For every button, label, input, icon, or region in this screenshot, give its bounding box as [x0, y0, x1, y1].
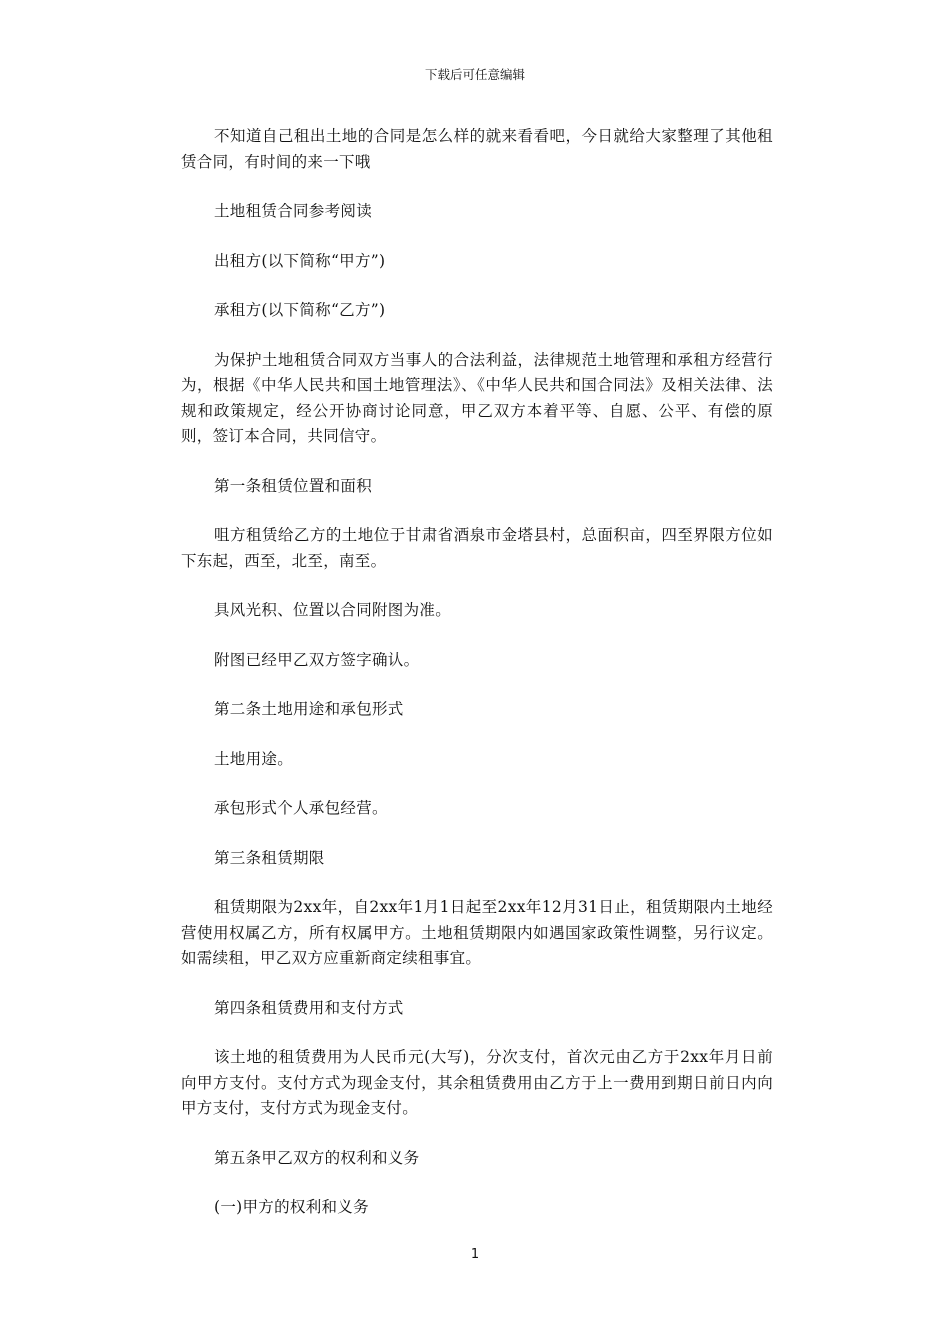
article-1-signature-note: 附图已经甲乙双方签字确认。	[214, 650, 420, 669]
article-5-section-1: (一)甲方的权利和义务	[214, 1198, 369, 1216]
article-1-map-note: 具风光积、位置以合同附图为准。	[214, 601, 452, 619]
contract-title: 土地租赁合同参考阅读	[214, 202, 373, 220]
article-3-term: 租赁期限为2xx年，自2xx年1月1日起至2xx年12月31日止，租赁期限内土地经营使用权属乙方，所有权属甲方。土地租赁期限内如遇国家政策性调整，另行议定。如需续租，甲乙双方应重新商定续租事宜。	[181, 898, 773, 967]
document-body	[181, 124, 773, 1245]
lessee-line: 承租方(以下简称“乙方”)	[214, 301, 386, 319]
article-1-location: 咀方租赁给乙方的土地位于甘肃省酒泉市金塔县村，总面积亩，四至界限方位如下东起，西至，北至，南至。	[181, 526, 773, 570]
article-4-payment: 该土地的租赁费用为人民币元(大写)，分次支付，首次元由乙方于2xx年月日前向甲方支付。支付方式为现金支付，其余租赁费用由乙方于上一费用到期日前日内向甲方支付，支付方式为现金支付。	[181, 1048, 773, 1117]
article-2-land-use: 土地用途。	[214, 749, 294, 768]
page-header: 下载后可任意编辑	[424, 67, 525, 82]
article-4-heading: 第四条租赁费用和支付方式	[214, 998, 404, 1017]
intro-paragraph: 不知道自己租出土地的合同是怎么样的就来看看吧，今日就给大家整理了其他租赁合同，有时间的来一下哦	[181, 127, 773, 171]
article-5-heading: 第五条甲乙双方的权利和义务	[214, 1148, 420, 1167]
article-2-heading: 第二条土地用途和承包形式	[214, 700, 404, 718]
preamble-paragraph: 为保护土地租赁合同双方当事人的合法利益，法律规范土地管理和承租方经营行为，根据《中华人民共和国土地管理法》、《中华人民共和国合同法》及相关法律、法规和政策规定，经公开协商讨论同意，甲乙双方本着平等、自愿、公平、有偿的原则，签订本合同，共同信守。	[181, 350, 773, 445]
article-3-heading: 第三条租赁期限	[214, 848, 325, 867]
lessor-line: 出租方(以下简称“甲方”)	[214, 251, 386, 270]
article-2-contract-form: 承包形式个人承包经营。	[214, 799, 388, 817]
page-number: 1	[470, 1247, 480, 1262]
article-1-heading: 第一条租赁位置和面积	[214, 476, 373, 495]
